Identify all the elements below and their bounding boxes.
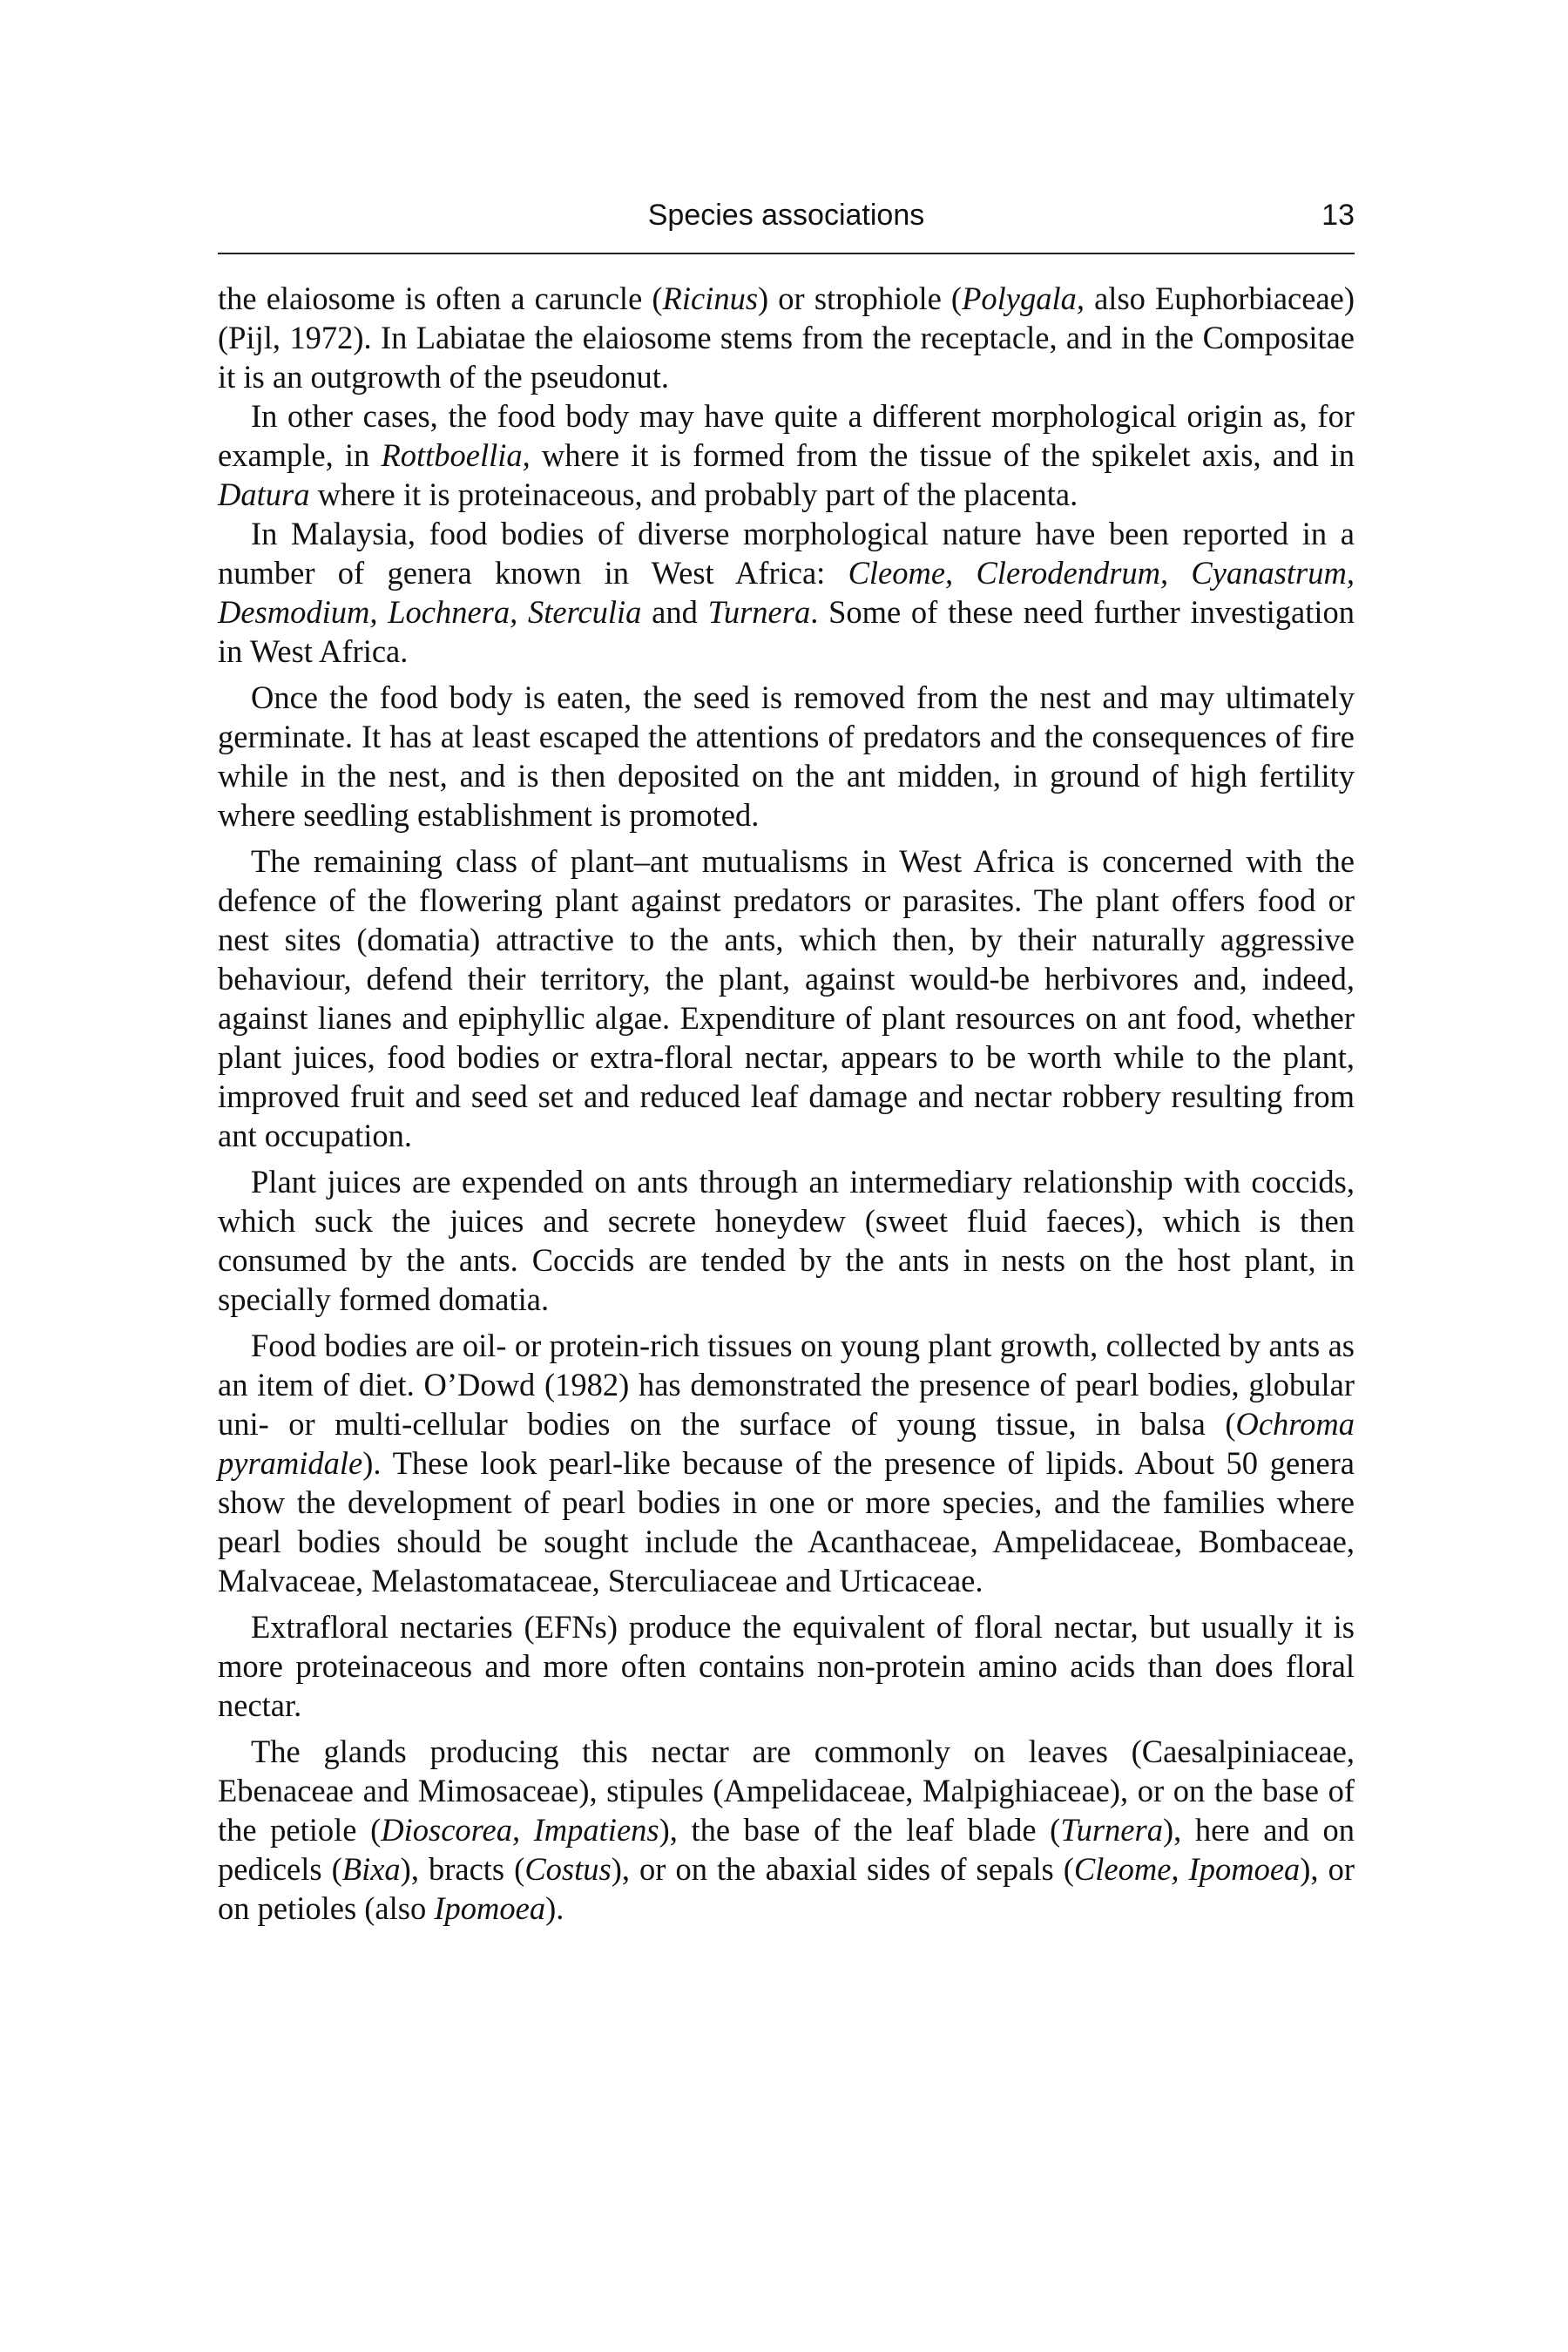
text-run: Once the food body is eaten, the seed is removed from the nest and may ultimately germinate. It has at least escaped the attentions of predators and the consequences of fire while in the nest, and is then deposited on the ant midden, in ground of high fertility where seedling establishment is promoted.	[218, 679, 1355, 833]
italic-text: Turnera	[707, 594, 811, 630]
text-run: ) or strophiole (	[758, 280, 963, 316]
text-run: ). These look pearl-like because of the presence of lipids. About 50 genera show the development of pearl bodies in one or more species, and the families where pearl bodies should be sought include the Acanthaceae, Ampelidaceae, Bombaceae, Malvaceae, Melastomataceae, Sterculiaceae and Urticaceae.	[218, 1445, 1355, 1598]
italic-text: Ipomoea	[434, 1890, 546, 1926]
italic-text: Rottboellia,	[381, 437, 531, 473]
text-run: ), bracts (	[400, 1851, 525, 1887]
header-rule	[218, 253, 1355, 254]
text-run: The glands producing this nectar are commonly on leaves (Caesalpiniaceae, Ebenaceae and Mimosaceae), stipules (Ampelidaceae, Malpighiaceae), or on the base of the petiole (	[218, 1734, 1355, 1848]
text-run: and	[641, 594, 708, 630]
running-head	[218, 193, 1355, 237]
italic-text: Turnera	[1060, 1812, 1163, 1848]
running-title: Species associations	[647, 199, 925, 232]
paragraph	[218, 1607, 1355, 1725]
italic-text: Bixa	[341, 1851, 401, 1887]
text-run: also Euphorbiaceae) (Pijl, 1972). In Labiatae the elaiosome stems from the receptacle, and in the Compositae it is an outgrowth of the pseudonut.	[218, 280, 1355, 395]
italic-text: Cleome, Ipomoea	[1073, 1851, 1301, 1887]
italic-text: Costus	[524, 1851, 612, 1887]
text-run: Food bodies are oil- or protein-rich tissues on young plant growth, collected by ants as an item of diet. O’Dowd (1982) has demonstrated the presence of pearl bodies, globular uni- or multi-cellular bodies on the surface of young tissue, in balsa (	[218, 1328, 1355, 1442]
paragraph	[218, 514, 1355, 671]
paragraph	[218, 1732, 1355, 1928]
text-run: where it is formed from the tissue of the spikelet axis, and in	[530, 437, 1355, 473]
text-run: ), or on the abaxial sides of sepals (	[611, 1851, 1074, 1887]
paragraph	[218, 1326, 1355, 1600]
text-run: ).	[545, 1890, 564, 1926]
italic-text: Polygala,	[962, 280, 1085, 316]
paragraph	[218, 1162, 1355, 1319]
text-run: In other cases, the food body may have quite a different morphological origin as, for example, in	[218, 398, 1355, 473]
italic-text: Ochroma pyramidale	[218, 1406, 1355, 1481]
italic-text: Datura	[218, 476, 310, 512]
text-run: . Some of these need further investigation in West Africa.	[218, 594, 1355, 669]
paragraph	[218, 678, 1355, 835]
text-run: Extrafloral nectaries (EFNs) produce the equivalent of floral nectar, but usually it is more proteinaceous and more often contains non-protein amino acids than does floral nectar.	[218, 1609, 1355, 1723]
text-run: ), here and on pedicels (	[218, 1812, 1355, 1887]
text-run: ), the base of the leaf blade (	[659, 1812, 1061, 1848]
page-number: 13	[1321, 199, 1355, 232]
italic-text: Cleome, Clerodendrum, Cyanastrum, Desmodium, Lochnera, Sterculia	[218, 555, 1355, 630]
text-run: ), or on petioles (also	[218, 1851, 1355, 1926]
paragraph	[218, 841, 1355, 1155]
paragraph	[218, 279, 1355, 396]
text-run: The remaining class of plant–ant mutualisms in West Africa is concerned with the defence of the flowering plant against predators or parasites. The plant offers food or nest sites (domatia) attractive to the ants, which then, by their naturally aggressive behaviour, defend their territory, the plant, against would-be herbivores and, indeed, against lianes and epiphyllic algae. Expenditure of plant resources on ant food, whether plant juices, food bodies or extra-floral nectar, appears to be worth while to the plant, improved fruit and seed set and reduced leaf damage and nectar robbery resulting from ant occupation.	[218, 843, 1355, 1153]
paragraph	[218, 396, 1355, 514]
italic-text: Dioscorea, Impatiens	[381, 1812, 659, 1848]
text-run: Plant juices are expended on ants through an intermediary relationship with coccids, which suck the juices and secrete honeydew (sweet fluid faeces), which is then consumed by the ants. Coccids are tended by the ants in nests on the host plant, in specially formed domatia.	[218, 1164, 1355, 1317]
body-text	[218, 279, 1355, 1928]
text-run: where it is proteinaceous, and probably part of the placenta.	[309, 476, 1078, 512]
italic-text: Ricinus	[662, 280, 759, 316]
text-run: the elaiosome is often a caruncle (	[218, 280, 663, 316]
text-run: In Malaysia, food bodies of diverse morphological nature have been reported in a number of genera known in West Africa:	[218, 516, 1355, 591]
